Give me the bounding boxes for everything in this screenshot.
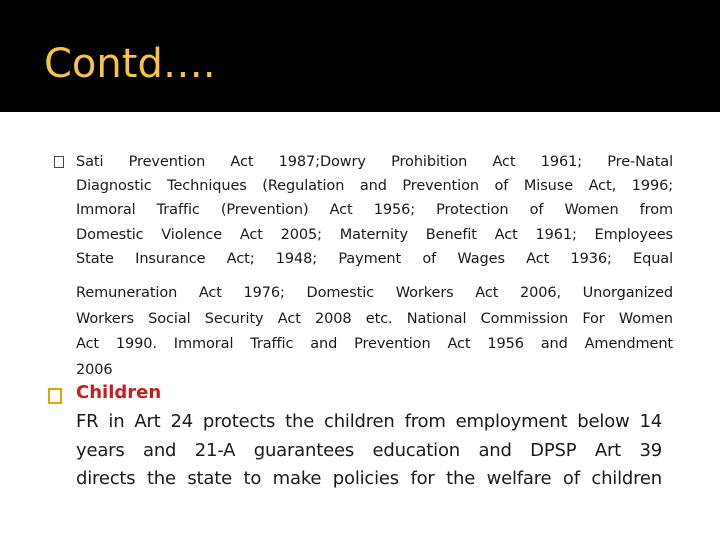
children-line: years and 21-A guarantees education and DPSP Art 39 xyxy=(76,439,662,461)
acts-paragraph-continued xyxy=(76,281,673,383)
acts-paragraph xyxy=(76,150,673,271)
acts-line: Domestic Violence Act 2005; Maternity Benefit Act 1961; Employees xyxy=(76,226,673,243)
children-line: FR in Art 24 protects the children from employment below 14 xyxy=(76,411,662,432)
children-heading: Children xyxy=(76,382,162,403)
bullet-icon xyxy=(54,156,64,168)
acts-line: Immoral Traffic (Prevention) Act 1956; Protection of Women from xyxy=(76,202,673,219)
acts-line: 2006 xyxy=(76,361,113,378)
acts-line: Workers Social Security Act 2008 etc. National Commission For Women xyxy=(76,310,673,327)
children-paragraph xyxy=(76,408,662,494)
acts-line: Sati Prevention Act 1987;Dowry Prohibition Act 1961; Pre-Natal xyxy=(76,154,673,170)
acts-line: Act 1990. Immoral Traffic and Prevention Act 1956 and Amendment xyxy=(76,336,673,352)
acts-line: Diagnostic Techniques (Regulation and Prevention of Misuse Act, 1996; xyxy=(76,178,673,195)
acts-line: State Insurance Act; 1948; Payment of Wages Act 1936; Equal xyxy=(76,250,673,267)
slide-title: Contd…. xyxy=(44,41,216,87)
bullet-icon xyxy=(48,388,62,404)
children-line: directs the state to make policies for the welfare of children xyxy=(76,468,662,489)
acts-line: Remuneration Act 1976; Domestic Workers Act 2006, Unorganized xyxy=(76,285,673,301)
